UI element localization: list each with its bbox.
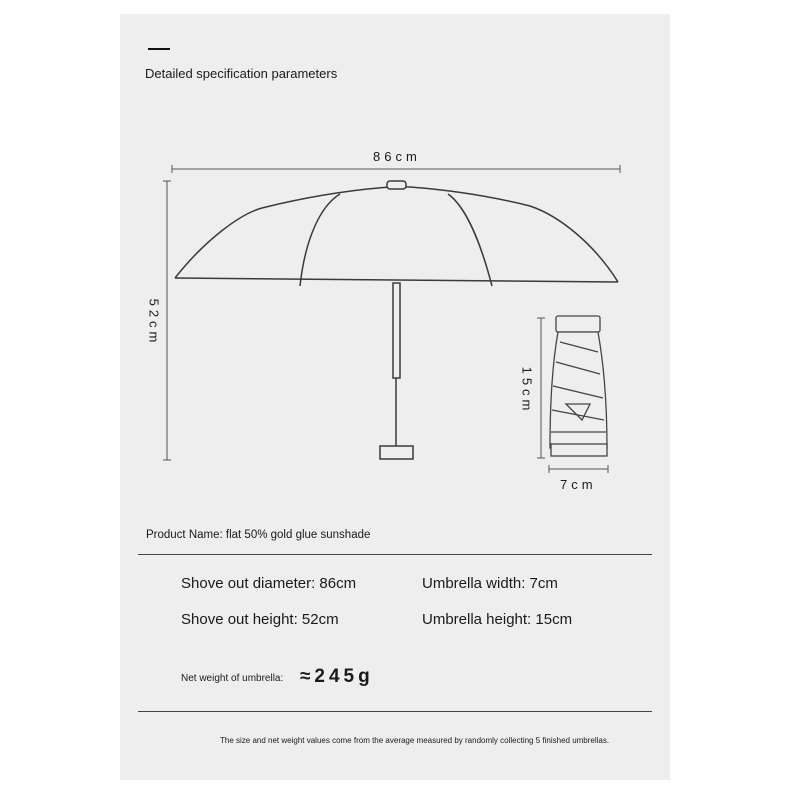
folded-height-dimension bbox=[537, 318, 545, 458]
folded-umbrella bbox=[550, 316, 607, 456]
net-weight-value: ≈245g bbox=[300, 666, 374, 687]
folded-width-dimension bbox=[549, 465, 608, 473]
width-dimension-line bbox=[172, 165, 620, 173]
height-dimension-line bbox=[163, 181, 171, 460]
spec-umbrella-height: Umbrella height: 15cm bbox=[422, 611, 573, 628]
spec-shove-out-height: Shove out height: 52cm bbox=[181, 611, 339, 628]
folded-width-label: 7cm bbox=[560, 477, 597, 492]
divider-top bbox=[138, 554, 652, 555]
net-weight-label: Net weight of umbrella: bbox=[181, 673, 284, 684]
open-diameter-label: 86cm bbox=[373, 149, 421, 164]
page-title: Detailed specification parameters bbox=[145, 66, 338, 81]
spec-umbrella-width: Umbrella width: 7cm bbox=[422, 575, 558, 592]
spec-shove-out-diameter: Shove out diameter: 86cm bbox=[181, 575, 357, 592]
folded-height-label: 15cm bbox=[519, 366, 535, 415]
divider-bottom bbox=[138, 711, 652, 712]
product-name: Product Name: flat 50% gold glue sunshade bbox=[146, 529, 371, 541]
footnote: The size and net weight values come from the average measured by randomly collecting 5 finished umbrellas. bbox=[220, 736, 610, 745]
open-height-label: 52cm bbox=[146, 298, 162, 347]
